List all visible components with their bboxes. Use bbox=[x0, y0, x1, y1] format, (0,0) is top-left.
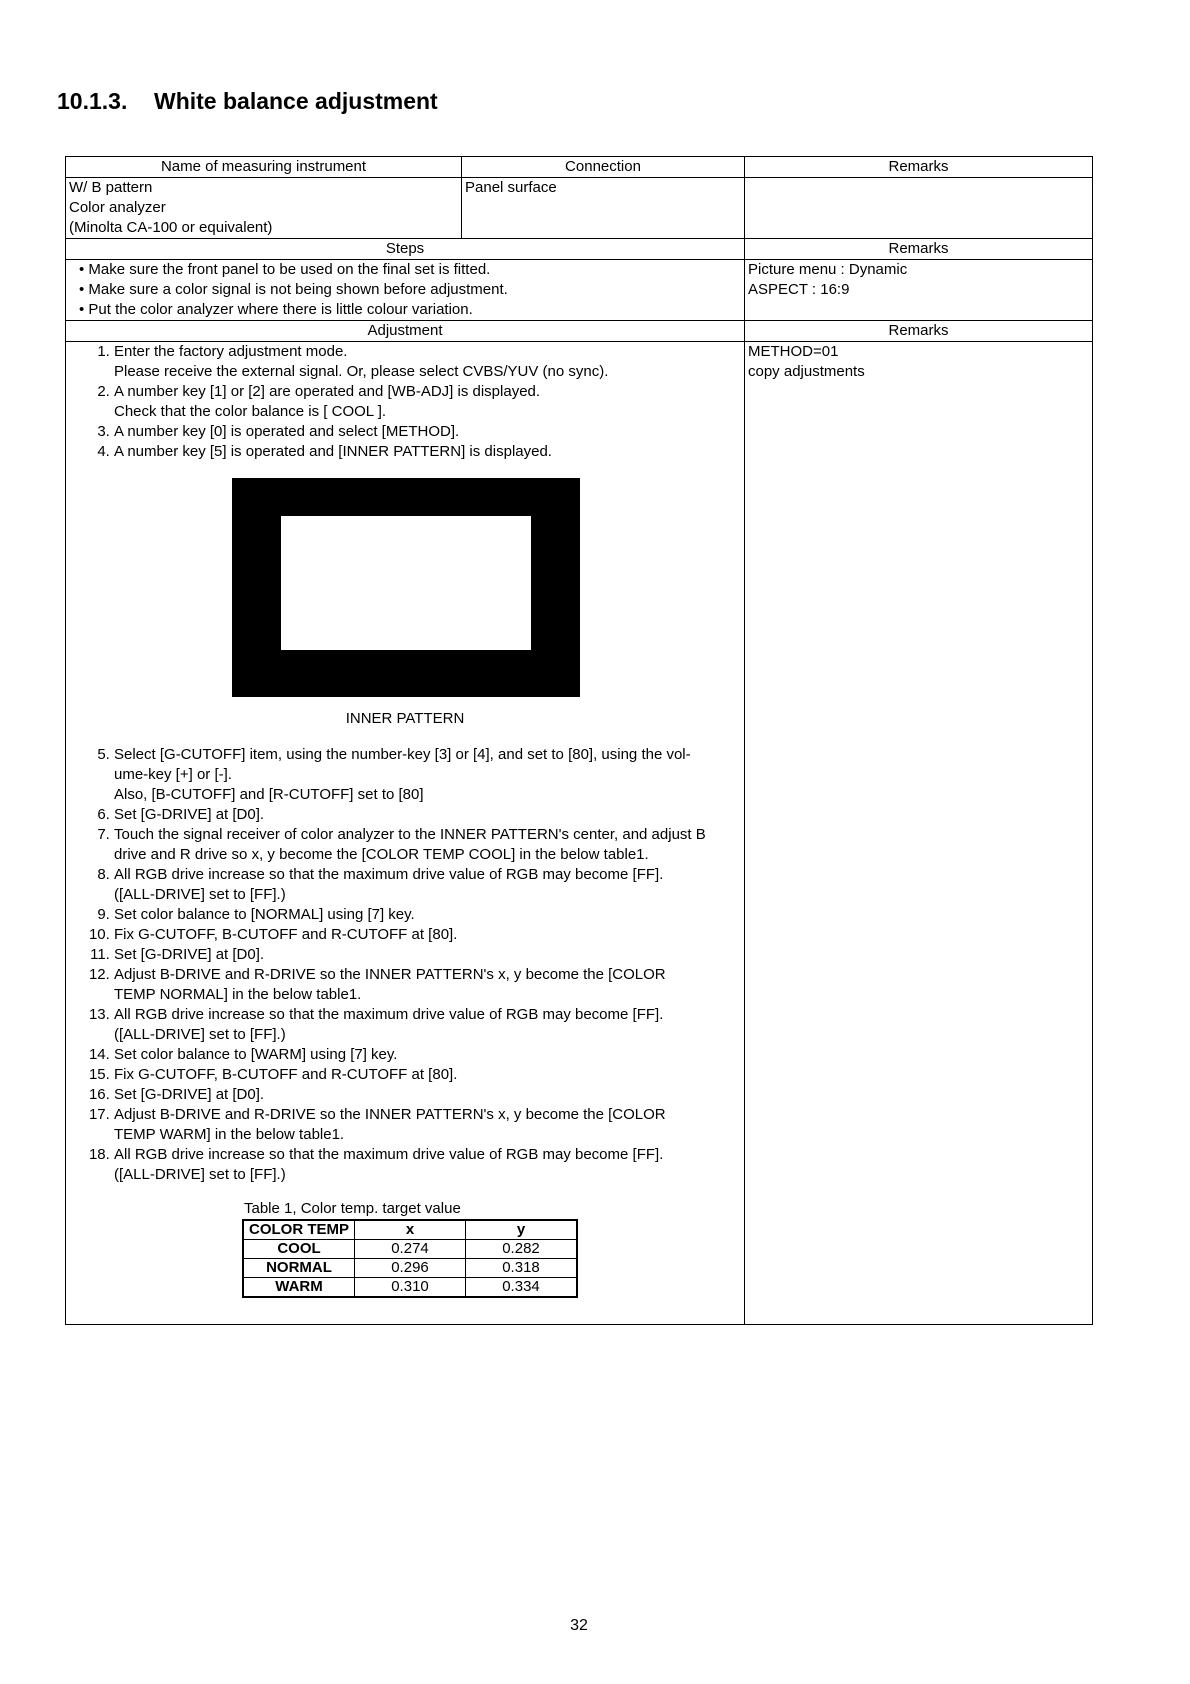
section-heading bbox=[57, 88, 438, 115]
adjustment-step: 4. A number key [5] is operated and [INNER PATTERN] is displayed. bbox=[114, 442, 741, 462]
adjustment-step: 18. All RGB drive increase so that the maximum drive value of RGB may become [FF]. ([ALL-DRIVE] set to [FF].) bbox=[114, 1145, 741, 1185]
adjustment-step: 3. A number key [0] is operated and select [METHOD]. bbox=[114, 422, 741, 442]
remark-line: ASPECT : 16:9 bbox=[748, 281, 850, 298]
adjustment-content bbox=[66, 342, 745, 1325]
table-row bbox=[243, 1240, 577, 1259]
adjustment-step: 5. Select [G-CUTOFF] item, using the number-key [3] or [4], and set to [80], using the vol- ume-key [+] or [-]. Also, [B-CUTOFF] and [R-CUTOFF] set to [80] bbox=[114, 745, 741, 805]
x-value: 0.310 bbox=[355, 1278, 466, 1298]
x-header: x bbox=[355, 1220, 466, 1240]
adjustment-step: 15. Fix G-CUTOFF, B-CUTOFF and R-CUTOFF at [80]. bbox=[114, 1065, 741, 1085]
adjustment-remarks bbox=[745, 342, 1093, 1325]
x-value: 0.274 bbox=[355, 1240, 466, 1259]
adjustment-step: 12. Adjust B-DRIVE and R-DRIVE so the INNER PATTERN's x, y become the [COLOR TEMP NORMAL] in the below table1. bbox=[114, 965, 741, 1005]
adjustment-steps-part2 bbox=[69, 745, 741, 1185]
x-value: 0.296 bbox=[355, 1259, 466, 1278]
header-steps: Steps bbox=[66, 239, 745, 260]
table-row bbox=[243, 1259, 577, 1278]
color-temp-name: COOL bbox=[243, 1240, 355, 1259]
header-adjustment-remarks: Remarks bbox=[745, 321, 1093, 342]
instrument-header-row bbox=[66, 157, 1093, 178]
step-bullet: • Make sure a color signal is not being shown before adjustment. bbox=[79, 281, 508, 298]
table1-caption: Table 1, Color temp. target value bbox=[244, 1200, 461, 1217]
adjustment-step: 6. Set [G-DRIVE] at [D0]. bbox=[114, 805, 741, 825]
color-temp-header-row bbox=[243, 1220, 577, 1240]
section-number: 10.1.3. bbox=[57, 88, 128, 114]
adjustment-step: 9. Set color balance to [NORMAL] using [7] key. bbox=[114, 905, 741, 925]
adjustment-step: 16. Set [G-DRIVE] at [D0]. bbox=[114, 1085, 741, 1105]
y-value: 0.334 bbox=[466, 1278, 578, 1298]
header-adjustment: Adjustment bbox=[66, 321, 745, 342]
color-temp-table bbox=[242, 1219, 578, 1298]
adjustment-step: 7. Touch the signal receiver of color analyzer to the INNER PATTERN's center, and adjust B drive and R drive so x, y become the [COLOR TEMP COOL] in the below table1. bbox=[114, 825, 741, 865]
adjustment-step: 13. All RGB drive increase so that the maximum drive value of RGB may become [FF]. ([ALL-DRIVE] set to [FF].) bbox=[114, 1005, 741, 1045]
adjustment-step: 2. A number key [1] or [2] are operated and [WB-ADJ] is displayed. Check that the color balance is [ COOL ]. bbox=[114, 382, 741, 422]
adjustment-step: 1. Enter the factory adjustment mode. Please receive the external signal. Or, please select CVBS/YUV (no sync). bbox=[114, 342, 741, 382]
remark-line: METHOD=01 bbox=[748, 343, 839, 360]
color-temp-name: NORMAL bbox=[243, 1259, 355, 1278]
adjustment-step: 11. Set [G-DRIVE] at [D0]. bbox=[114, 945, 741, 965]
inner-pattern-black-frame bbox=[232, 478, 580, 697]
remark-line: Picture menu : Dynamic bbox=[748, 261, 908, 278]
instrument-connection: Panel surface bbox=[462, 178, 745, 239]
steps-row bbox=[66, 260, 1093, 321]
y-value: 0.282 bbox=[466, 1240, 578, 1259]
adjustment-step: 10. Fix G-CUTOFF, B-CUTOFF and R-CUTOFF at [80]. bbox=[114, 925, 741, 945]
step-bullet: • Put the color analyzer where there is little colour variation. bbox=[79, 301, 473, 318]
header-connection: Connection bbox=[462, 157, 745, 178]
header-remarks: Remarks bbox=[745, 157, 1093, 178]
steps-list bbox=[66, 260, 745, 321]
instrument-names bbox=[66, 178, 462, 239]
adjustment-steps-part1 bbox=[69, 342, 741, 462]
instrument-name: (Minolta CA-100 or equivalent) bbox=[69, 219, 273, 236]
instrument-name: W/ B pattern bbox=[69, 179, 153, 196]
inner-pattern-caption: INNER PATTERN bbox=[345, 710, 465, 727]
page-number: 32 bbox=[570, 1617, 588, 1634]
steps-header-row bbox=[66, 239, 1093, 260]
section-title: White balance adjustment bbox=[154, 88, 438, 114]
instrument-row bbox=[66, 178, 1093, 239]
adjustment-step: 17. Adjust B-DRIVE and R-DRIVE so the INNER PATTERN's x, y become the [COLOR TEMP WARM] in the below table1. bbox=[114, 1105, 741, 1145]
steps-remarks bbox=[745, 260, 1093, 321]
color-temp-name: WARM bbox=[243, 1278, 355, 1298]
instrument-remarks bbox=[745, 178, 1093, 239]
inner-pattern-white-area bbox=[281, 516, 531, 650]
adjustment-row bbox=[66, 342, 1093, 1325]
adjustment-table bbox=[65, 156, 1093, 1325]
table-row bbox=[243, 1278, 577, 1298]
step-bullet: • Make sure the front panel to be used on the final set is fitted. bbox=[79, 261, 491, 278]
y-value: 0.318 bbox=[466, 1259, 578, 1278]
header-steps-remarks: Remarks bbox=[745, 239, 1093, 260]
color-temp-header: COLOR TEMP bbox=[243, 1220, 355, 1240]
header-instrument: Name of measuring instrument bbox=[66, 157, 462, 178]
inner-pattern-figure bbox=[69, 462, 741, 729]
remark-line: copy adjustments bbox=[748, 363, 865, 380]
adjustment-header-row bbox=[66, 321, 1093, 342]
adjustment-step: 8. All RGB drive increase so that the maximum drive value of RGB may become [FF]. ([ALL-DRIVE] set to [FF].) bbox=[114, 865, 741, 905]
instrument-name: Color analyzer bbox=[69, 199, 166, 216]
adjustment-step: 14. Set color balance to [WARM] using [7] key. bbox=[114, 1045, 741, 1065]
y-header: y bbox=[466, 1220, 578, 1240]
